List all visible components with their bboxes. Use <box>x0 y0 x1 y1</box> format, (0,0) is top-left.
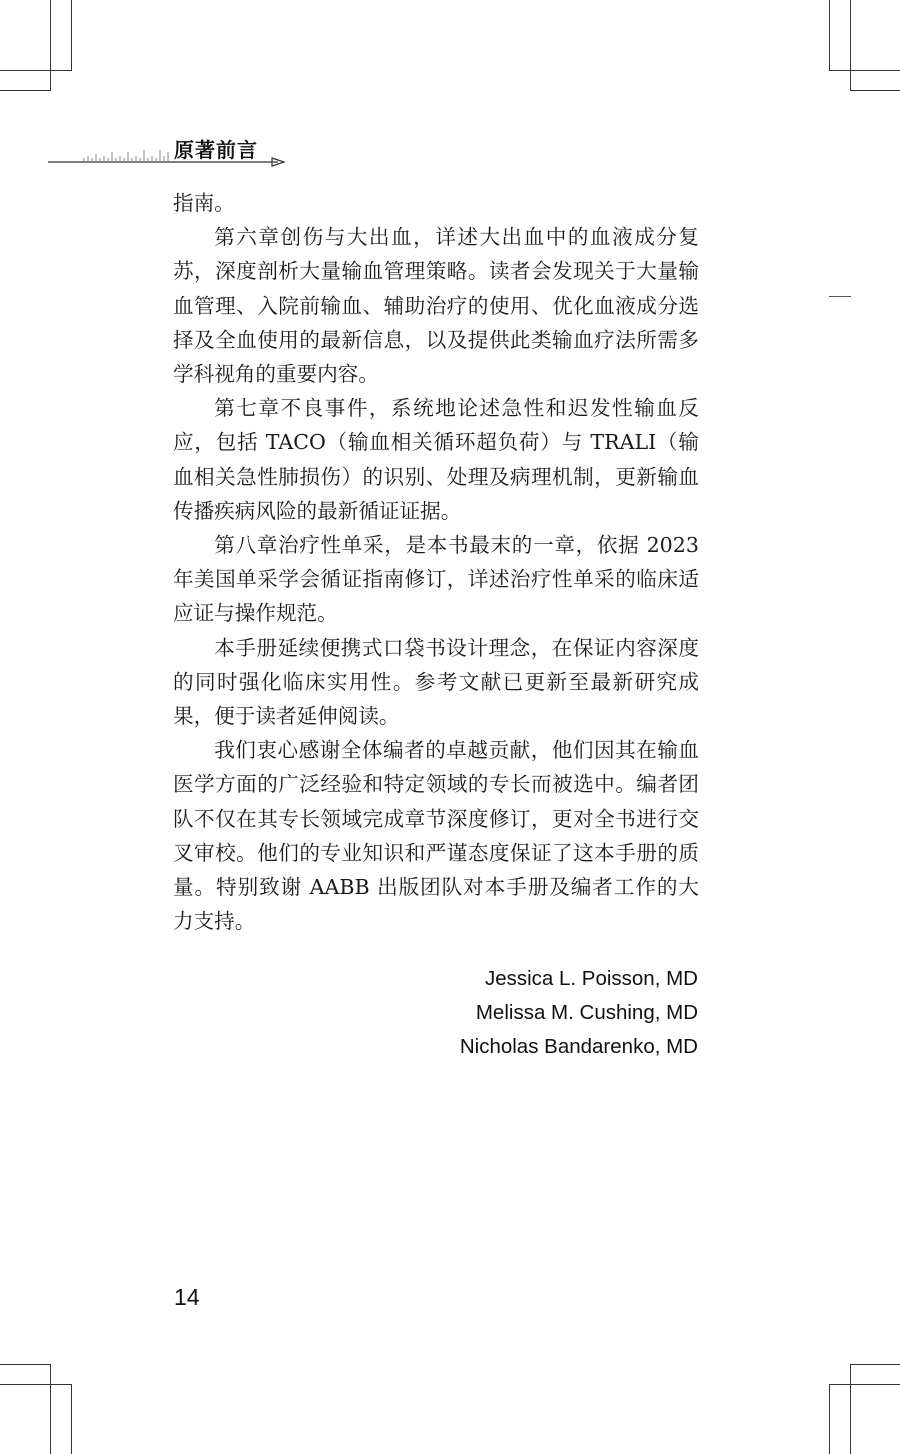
author-name: Jessica L. Poisson, MD <box>484 967 698 990</box>
crop-mark-bottom-right-h2 <box>829 1384 900 1385</box>
crop-mark-top-right-h2 <box>850 90 900 91</box>
margin-tick-mark <box>829 296 851 297</box>
page-number: 14 <box>174 1284 200 1310</box>
paragraph: 本手册延续便携式口袋书设计理念，在保证内容深度的同时强化临床实用性。参考文献已更新至最新研究成果，便于读者延伸阅读。 <box>173 635 699 729</box>
author-name: Melissa M. Cushing, MD <box>475 1001 698 1024</box>
crop-mark-bottom-right-v <box>850 1364 851 1454</box>
crop-mark-bottom-right-h <box>850 1364 900 1365</box>
running-header-title: 原著前言 <box>174 138 258 162</box>
paragraph: 我们衷心感谢全体编者的卓越贡献，他们因其在输血医学方面的广泛经验和特定领域的专长而被选中。编者团队不仅在其专长领域完成章节深度修订，更对全书进行交叉审校。他们的专业知识和严谨态度保证了这本手册的质量。特别致谢 AABB 出版团队对本手册及编者工作的大力支持。 <box>173 738 699 934</box>
ruler-ornament <box>48 128 298 178</box>
crop-mark-bottom-left-h2 <box>0 1384 72 1385</box>
running-header <box>48 128 298 178</box>
crop-mark-top-left-v <box>71 0 72 70</box>
author-signatures <box>460 962 698 1064</box>
crop-mark-bottom-left-h <box>0 1364 51 1365</box>
crop-mark-top-left-h <box>0 70 72 71</box>
author-name: Nicholas Bandarenko, MD <box>459 1035 698 1058</box>
crop-mark-top-right-v <box>829 0 830 70</box>
crop-mark-top-right-h <box>829 70 900 71</box>
crop-mark-bottom-right-v2 <box>829 1384 830 1454</box>
paragraph: 第六章创伤与大出血，详述大出血中的血液成分复苏，深度剖析大量输血管理策略。读者会发现关于大量输血管理、入院前输血、辅助治疗的使用、优化血液成分选择及全血使用的最新信息，以及提供此类输血疗法所需多学科视角的重要内容。 <box>173 225 699 387</box>
crop-mark-top-right-v2 <box>850 0 851 90</box>
body-text <box>173 186 699 938</box>
crop-mark-top-left-h2 <box>0 90 51 91</box>
paragraph: 第七章不良事件，系统地论述急性和迟发性输血反应，包括 TACO（输血相关循环超负荷）与 TRALI（输血相关急性肺损伤）的识别、处理及病理机制，更新输血传播疾病风险的最新循证证据。 <box>173 396 699 523</box>
crop-mark-bottom-left-v2 <box>71 1384 72 1454</box>
crop-mark-bottom-left-v <box>50 1364 51 1454</box>
paragraph: 第八章治疗性单采，是本书最末的一章，依据 2023 年美国单采学会循证指南修订，详述治疗性单采的临床适应证与操作规范。 <box>173 533 699 626</box>
crop-mark-top-left-v2 <box>50 0 51 90</box>
paragraph: 指南。 <box>173 191 235 215</box>
